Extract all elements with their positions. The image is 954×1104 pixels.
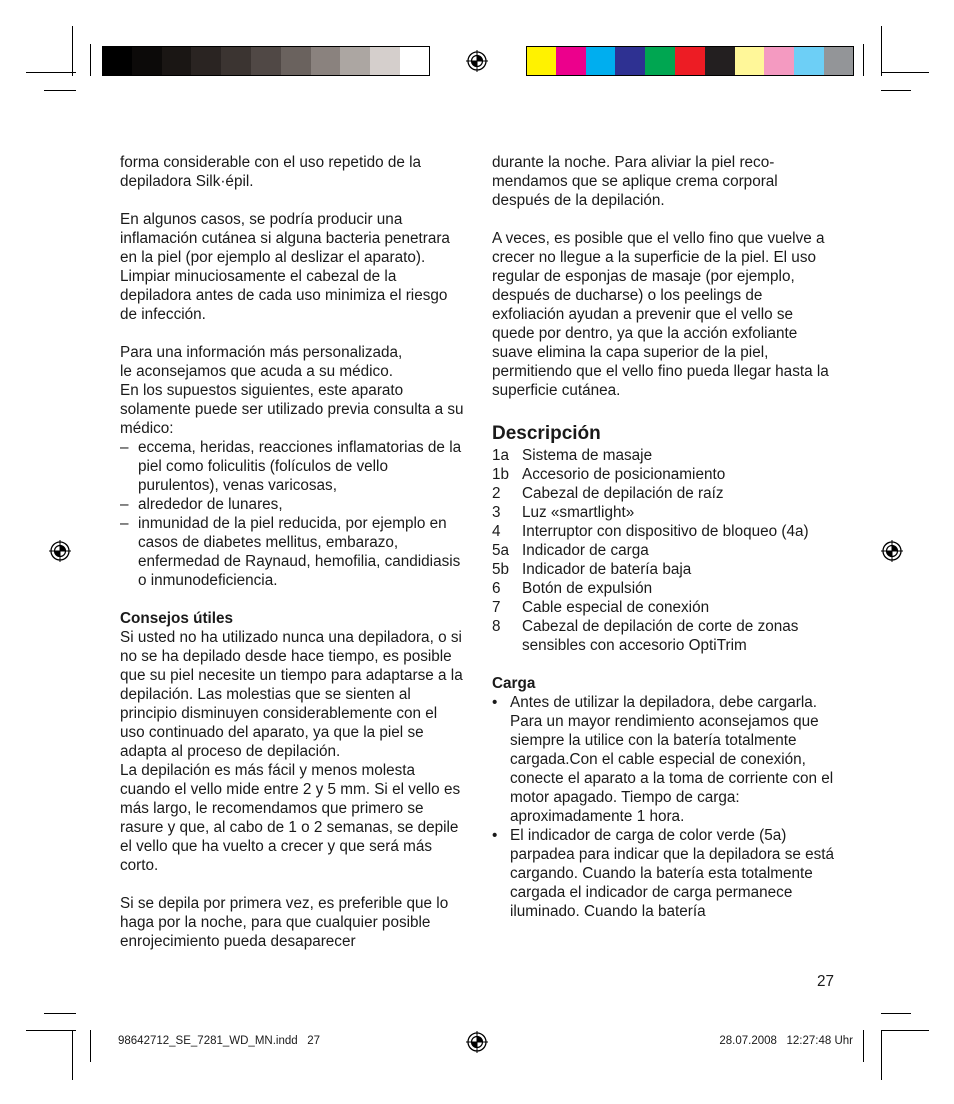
crop-mark [90,44,91,76]
dash-marker: – [120,515,129,532]
crop-mark [881,90,911,91]
paragraph: A veces, es posible que el vello fino que vuelve a crecer no llegue a la superficie de la piel. El uso regular de esponjas de masaje (por ejemplo, después de ducharse) o los peelings de exfoliación ayudan a prevenir que el vello se quede por dentro, ya que la acción exfoliante suave elimina la capa superior de la piel, permitiendo que el vello fino pueda llegar hasta la superficie cutánea. [492,230,829,399]
description-item [492,560,837,579]
description-item [492,465,837,484]
registration-mark-icon [881,540,903,562]
list-item [120,495,465,514]
list-item-text: alrededor de lunares, [138,496,283,513]
paragraph: Si se depila por primera vez, es preferible que lo haga por la noche, para que cualquier posible enrojecimiento pueda desaparecer [120,895,449,950]
paragraph: Para una información más personalizada, [120,344,403,361]
item-label: Cabezal de depilación de corte de zonas sensibles con accesorio OptiTrim [522,618,799,654]
description-item [492,522,837,541]
paragraph: La depilación es más fácil y menos molesta cuando el vello mide entre 2 y 5 mm. Si el vello es más largo, le recomendamos que primero se rasure y que, al cabo de 1 o 2 semanas, se depile el vello que ha vuelto a crecer y que será más corto. [120,762,461,874]
crop-mark [881,1030,882,1080]
crop-mark [44,1013,76,1014]
item-number: 1b [492,466,510,483]
charging-heading: Carga [492,675,536,692]
list-item [492,826,837,921]
crop-mark [881,1030,929,1031]
tips-heading: Consejos útiles [120,610,234,627]
crop-mark [26,1030,76,1031]
paragraph: En algunos casos, se podría producir una inflamación cutánea si alguna bacteria penetrara en la piel (por ejemplo al deslizar el aparato). Limpiar minuciosamente el cabezal de la depiladora antes de cada uso minimiza el riesgo de infección. [120,211,450,323]
description-item [492,598,837,617]
list-item-text: Antes de utilizar la depiladora, debe cargarla. Para un mayor rendimiento aconsejamos que siempre la utilice con la batería totalmente cargada.Con el cable especial de conexión, conecte el aparato a la toma de corriente con el motor apagado. Tiempo de carga: aproximadamente 1 hora. [510,694,834,825]
item-number: 7 [492,599,501,616]
item-label: Indicador de carga [522,542,649,559]
item-label: Indicador de batería baja [522,561,692,578]
crop-mark [90,1030,91,1062]
item-label: Botón de expulsión [522,580,653,597]
registration-mark-icon [466,1031,488,1053]
list-item-text: El indicador de carga de color verde (5a) parpadea para indicar que la depiladora se está cargando. Cuando la batería esta totalmente cargada el indicador de carga permanece iluminado. Cuando la batería [510,827,835,920]
item-number: 2 [492,485,501,502]
description-item [492,484,837,503]
crop-mark [863,1030,864,1062]
paragraph: le aconsejamos que acuda a su médico. [120,363,393,380]
dash-marker: – [120,439,129,456]
left-column [120,153,465,951]
crop-mark [44,90,76,91]
registration-mark-icon [466,50,488,72]
footer-datetime: 28.07.2008 12:27:48 Uhr [719,1035,853,1047]
color-bar-border [102,46,430,76]
list-item [492,693,837,826]
list-item [120,438,465,495]
dash-marker: – [120,496,129,513]
item-number: 1a [492,447,510,464]
item-number: 5b [492,561,510,578]
description-item [492,579,837,598]
description-list [492,446,837,655]
crop-mark [881,72,929,73]
crop-mark [881,26,882,76]
item-label: Sistema de masaje [522,447,653,464]
crop-mark [72,26,73,76]
item-label: Cabezal de depilación de raíz [522,485,724,502]
crop-mark [863,44,864,76]
paragraph: forma considerable con el uso repetido de la depiladora Silk·épil. [120,154,422,190]
list-item-text: inmunidad de la piel reducida, por ejemplo en casos de diabetes mellitus, embarazo, enfermedad de Raynaud, hemofilia, candidiasis o inmunodeficiencia. [138,515,461,589]
page-number: 27 [816,973,834,990]
crop-mark [881,1013,911,1014]
list-item [120,514,465,590]
paragraph: En los supuestos siguientes, este aparato solamente puede ser utilizado previa consulta a su médico: [120,382,464,437]
color-bar-border [526,46,854,76]
item-number: 5a [492,542,510,559]
crop-mark [26,72,76,73]
registration-mark-icon [49,540,71,562]
item-label: Cable especial de conexión [522,599,710,616]
list-item-text: eccema, heridas, reacciones inflamatorias de la piel como foliculitis (folículos de vello purulentos), venas varicosas, [138,439,462,494]
description-heading: Descripción [492,423,601,444]
description-item [492,541,837,560]
item-label: Luz «smartlight» [522,504,635,521]
item-number: 3 [492,504,501,521]
item-number: 6 [492,580,501,597]
bullet-marker: • [492,827,498,844]
description-item [492,617,837,655]
description-item [492,446,837,465]
crop-mark [72,1030,73,1080]
item-label: Interruptor con dispositivo de bloqueo (4a) [522,523,809,540]
bullet-marker: • [492,694,498,711]
item-number: 8 [492,618,501,635]
item-label: Accesorio de posicionamiento [522,466,726,483]
paragraph: durante la noche. Para aliviar la piel reco-mendamos que se aplique crema corporal después de la depilación. [492,154,778,209]
description-item [492,503,837,522]
paragraph: Si usted no ha utilizado nunca una depiladora, o si no se ha depilado desde hace tiempo, es posible que su piel necesite un tiempo para adaptarse a la depilación. Las molestias que se sienten al principio disminuyen considerablemente con el uso continuado del aparato, ya que la piel se adapta al proceso de depilación. [120,629,463,760]
item-number: 4 [492,523,501,540]
right-column [492,153,837,921]
footer-file-info: 98642712_SE_7281_WD_MN.indd 27 [118,1035,321,1047]
